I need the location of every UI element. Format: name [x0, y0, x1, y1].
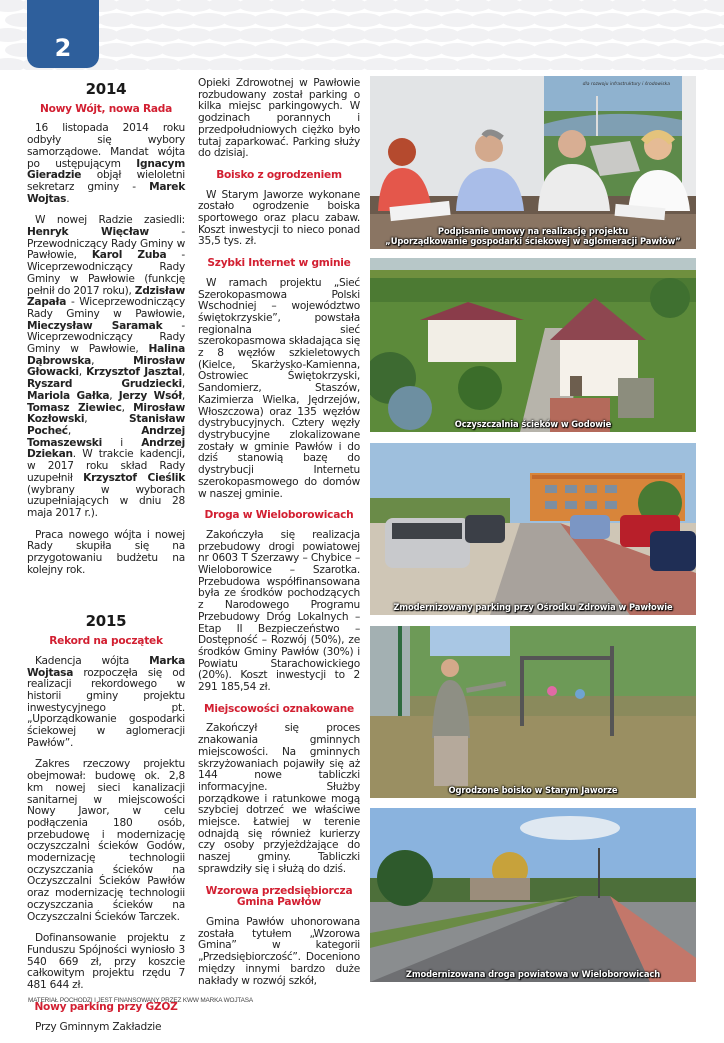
paragraph: W ramach projektu „Sieć Szerokopasmowa Polski Wschodniej – województwo świętokrzyskie”, powstała regionalna sieć szerokopasmowa składająca się z 8 węzłów szkieletowych (Kielce, Skarżysko-Kamienna, Ostrowiec Świętokrzyski, Sandomierz, Staszów, Kazimierza Wielka, Jędrzejów, Włoszczowa) oraz 135 węzłów dystrybucyjnych. Cztery węzły dystrybucyjne zlokalizowane zostały w gminie Pawłów i do dziś stanowią bazę do dystrybucji Internetu szerokopasmowego do domów w naszej gminie.: [198, 276, 360, 500]
paragraph: Kadencja wójta Marka Wojtasa rozpoczęła się od realizacji rekordowego w historii gminy projektu inwestycyjnego pt. „Uporządkowanie gospodarki ściekowej w aglomeracji Pawłów”.: [27, 654, 185, 749]
paragraph: Praca nowego wójta i nowej Rady skupiła się na przygotowaniu budżetu na kolejny rok.: [27, 528, 185, 576]
paragraph: W nowej Radzie zasiedli: Henryk Więcław - Przewodniczący Rady Gminy w Pawłowie, Karol Zuba - Wiceprzewodniczący Rady Gminy w Pawłowie (funkcję pełnił do 2017 roku), Zdzisław Zapała - Wiceprzewodniczący Rady Gminy w Pawłowie, Mieczysław Saramak - Wiceprzewodniczący Rady Gminy w Pawłowie, Halina Dąbrowska, Mirosław Głowacki, Krzysztof Jasztal, Ryszard Grudziecki, Mariola Gałka, Jerzy Wsół, Tomasz Ziewiec, Mirosław Kozłowski, Stanisław Pocheć, Andrzej Tomaszewski i Andrzej Dziekan. W trakcie kadencji, w 2017 roku skład Rady uzupełnił Krzysztof Cieślik (wybrany w wyborach uzupełniających w dniu 28 maja 2017 r.).: [27, 214, 185, 519]
header-dot: [703, 0, 724, 12]
header-dot-pattern: [0, 0, 724, 70]
photo-caption: Oczyszczalnia ścieków w Godowie: [454, 419, 612, 429]
section-title-miejscowosci: Miejscowości oznakowane: [204, 702, 354, 715]
photo-contract-signing: [370, 76, 696, 249]
paragraph: Przy Gminnym Zakładzie: [35, 1020, 162, 1033]
year-heading-2015: 2015: [85, 612, 127, 631]
page-number: 2: [54, 34, 72, 62]
photo-caption: Podpisanie umowy na realizację projektu „Uporządkowanie gospodarki ściekowej w aglomeracji Pawłów”: [385, 226, 681, 246]
section-title-wzorowa: Wzorowa przedsiębiorcza Gmina Pawłów: [205, 884, 353, 909]
paragraph: Dofinansowanie projektu z Funduszu Spójności wyniosło 3 540 669 zł, przy koszcie całkowitym projektu rzędu 7 481 644 zł.: [27, 932, 185, 992]
paragraph: Zakres rzeczowy projektu obejmował: budowę ok. 2,8 km nowej sieci kanalizacji sanitarnej w miejscowości Nowy Jawor, w celu podłączenia 180 osób, przebudowę i modernizację oczyszczalni ścieków Godów, modernizację technologii oczyszczania ścieków na Oczyszczalni Ścieków Pawłów oraz modernizację technologii oczyszczania ścieków na Oczyszczalni Ścieków Tarczek.: [27, 758, 185, 923]
photo-caption: Zmodernizowany parking przy Ośrodku Zdrowia w Pawłowie: [393, 602, 673, 612]
photo-parking: [370, 443, 696, 615]
year-heading-2014: 2014: [85, 80, 127, 98]
photo-playground: [370, 626, 696, 798]
photo-caption: Zmodernizowana droga powiatowa w Wieloborowicach: [405, 969, 661, 979]
photo-treatment-plant: [370, 258, 696, 432]
article-column-1: [27, 80, 185, 1043]
section-title-parking: Nowy parking przy GZOZ: [34, 1000, 178, 1013]
header-dot: [703, 28, 724, 42]
section-title-boisko: Boisko z ogrodzeniem: [216, 168, 342, 181]
paragraph: W Starym Jaworze wykonane zostało ogrodzenie boiska sportowego oraz placu zabaw. Koszt inwestycji to nieco ponad 35,5 tys. zł.: [198, 188, 360, 248]
section-title-rekord: Rekord na początek: [49, 635, 163, 648]
section-title-droga: Droga w Wieloborowicach: [204, 509, 354, 522]
paragraph: 16 listopada 2014 roku odbyły się wybory samorządowe. Mandat wójta po ustępującym Ignacym Gieradzie objął wieloletni sekretarz gminy - Marek Wojtas.: [27, 122, 185, 205]
poster-text: dla rozwoju infrastruktury i środowiska: [582, 82, 670, 87]
section-title-nowy-wojt: Nowy Wójt, nowa Rada: [40, 102, 172, 115]
photo-caption: Ogrodzone boisko w Starym Jaworze: [448, 785, 618, 795]
header-dot: [703, 58, 724, 70]
paragraph: Zakończył się proces znakowania gminnych miejscowości. Na gminnych skrzyżowaniach pojawiły się aż 144 nowe tabliczki informacyjne. Służby porządkowe i ratunkowe mogą szybciej dotrzeć we właściwe miejsce. Łatwiej w terenie odnajdą się również kurierzy czy osoby przyjeżdżające do naszej gminy. Tabliczki sprawdziły się i służą do dziś.: [198, 722, 360, 875]
article-column-2: [198, 78, 360, 997]
section-title-internet: Szybki Internet w gminie: [207, 257, 351, 270]
paragraph: Gmina Pawłów uhonorowana została tytułem „Wzorowa Gmina” w kategorii „Przedsiębiorczość”. Doceniono między innymi bardzo duże nakłady w rozwój szkół,: [198, 916, 360, 987]
footer-disclaimer: MATERIAŁ POCHODZI I JEST FINANSOWANY PRZEZ KWW MARKA WOJTASA: [28, 997, 253, 1004]
paragraph: Opieki Zdrowotnej w Pawłowie rozbudowany został parking o kilka miejsc parkingowych. W godzinach porannych i przedpołudniowych ciężko było tutaj zaparkować. Parking służy do dzisiaj.: [198, 77, 360, 160]
photo-road: [370, 808, 696, 982]
page-number-tab: [27, 0, 99, 68]
paragraph: Zakończyła się realizacja przebudowy drogi powiatowej nr 0603 T Szerzawy – Chybice – Wieloborowice – Szarotka. Przebudowa współfinansowana była ze środków pochodzących z Narodowego Programu Przebudowy Dróg Lokalnych – Etap II Bezpieczeństwo – Dostępność – Rozwój (50%), ze środków Gminy Pawłów (30%) i Powiatu Starachowickiego (20%). Koszt inwestycji to 2 291 185,54 zł.: [198, 528, 360, 694]
